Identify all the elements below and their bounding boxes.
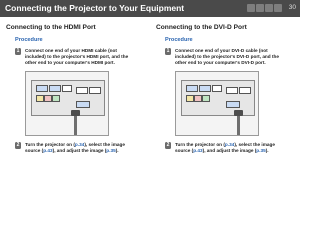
step-2 (15, 142, 136, 154)
port (36, 85, 48, 92)
page-link[interactable]: p.35 (256, 148, 266, 154)
step-2 (165, 142, 286, 154)
page-link[interactable]: p.34 (224, 142, 235, 148)
procedure-label: Procedure (15, 37, 43, 43)
page-link[interactable]: p.43 (43, 148, 53, 154)
port (199, 85, 211, 92)
page-link[interactable]: p.34 (74, 142, 85, 148)
section-title: Connecting to the DVI-D Port (156, 24, 247, 31)
step-number-badge: 1 (166, 48, 170, 54)
port (226, 87, 238, 94)
step-text: Connect one end of your HDMI cable (not included) to the projector's HDMI port, and the other end to your computer's HDMI port. (25, 48, 129, 66)
hdmi-port (76, 87, 88, 94)
section-title: Connecting to the HDMI Port (6, 24, 96, 31)
cable-plug (71, 110, 80, 116)
text-segment: ). (115, 148, 119, 154)
port (62, 85, 72, 92)
page-header (0, 0, 300, 17)
text-segment: ), select the image source ( (175, 142, 275, 154)
port (49, 85, 61, 92)
home-icon[interactable] (247, 4, 255, 12)
dvi-d-section (156, 24, 286, 154)
page-link[interactable]: p.35 (106, 148, 116, 154)
port (226, 101, 240, 108)
projector-ports-illustration (25, 71, 109, 136)
text-segment: ), select the image source ( (25, 142, 125, 154)
next-page-icon[interactable] (274, 4, 282, 12)
port (186, 85, 198, 92)
text-segment: ). (265, 148, 269, 154)
step-text (175, 142, 286, 154)
text-segment: ), and adjust the image ( (52, 148, 107, 154)
previous-page-icon[interactable] (265, 4, 273, 12)
page-link[interactable]: p.43 (193, 148, 203, 154)
rear-panel (31, 80, 105, 116)
port (36, 95, 44, 102)
dvi-d-cable (237, 114, 240, 135)
step-number-badge: 1 (16, 48, 20, 54)
text-segment: Turn the projector on ( (175, 142, 225, 148)
step-text: Connect one end of your DVI-D cable (not included) to the projector's DVI-D port, and the other end to your computer's DVI-D port. (175, 48, 279, 66)
rear-panel (181, 80, 255, 116)
dvi-d-port (239, 87, 251, 94)
hdmi-section (6, 24, 136, 154)
header-nav-icons (247, 4, 282, 12)
step-text (25, 142, 136, 154)
port (52, 95, 60, 102)
port (212, 85, 222, 92)
step-1 (15, 48, 136, 66)
text-segment: ), and adjust the image ( (202, 148, 257, 154)
text-segment: Turn the projector on ( (25, 142, 75, 148)
port (194, 95, 202, 102)
step-1 (165, 48, 286, 66)
port (186, 95, 194, 102)
cable-plug (234, 110, 243, 116)
port (44, 95, 52, 102)
step-number-badge: 2 (16, 142, 20, 149)
port (202, 95, 210, 102)
projector-ports-illustration (175, 71, 259, 136)
port (89, 87, 101, 94)
page-number: 30 (288, 4, 296, 11)
page-title: Connecting the Projector to Your Equipment (5, 3, 185, 13)
procedure-label: Procedure (165, 37, 193, 43)
step-number-badge: 2 (166, 142, 170, 149)
contents-icon[interactable] (256, 4, 264, 12)
hdmi-cable (74, 114, 77, 135)
port (76, 101, 90, 108)
